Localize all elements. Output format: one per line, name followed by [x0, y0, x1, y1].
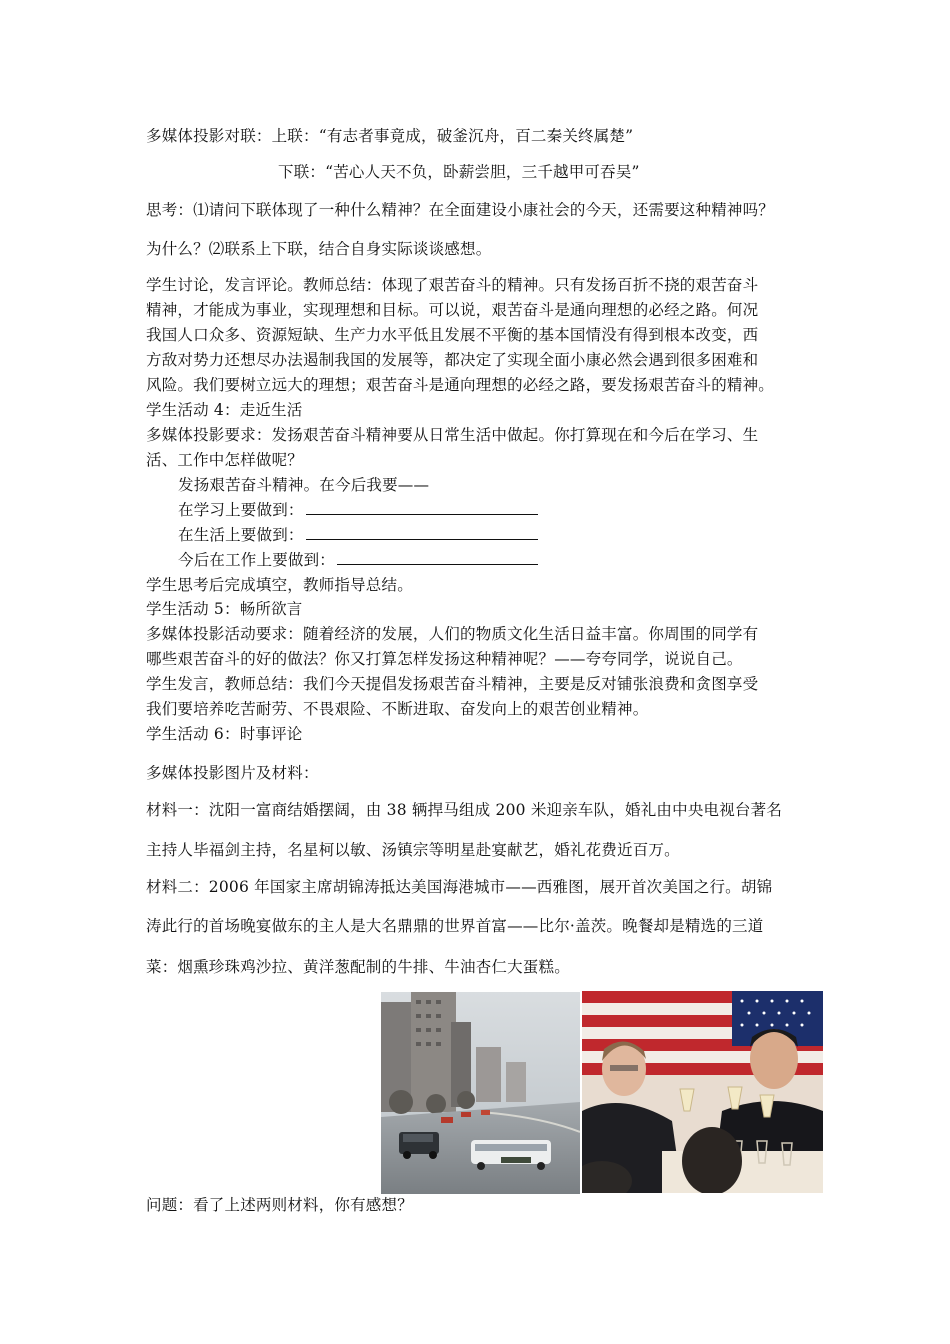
work-blank[interactable]: [337, 548, 538, 565]
work-label: 今后在工作上要做到：: [178, 551, 336, 569]
material2-line-1: 材料二：2006 年国家主席胡锦涛抵达美国海港城市——西雅图，展开首次美国之行。胡锦: [146, 878, 773, 896]
material1-line-1: 材料一：沈阳一富商结婚摆阔，由 38 辆捍马组成 200 米迎亲车队，婚礼由中央电视台著名: [146, 801, 783, 819]
material2-line-3: 菜：烟熏珍珠鸡沙拉、黄洋葱配制的牛排、牛油杏仁大蛋糕。: [146, 958, 570, 976]
activity4-title: 学生活动 4：走近生活: [146, 401, 303, 419]
life-fill-row: [178, 523, 858, 547]
activity6-title: 学生活动 6：时事评论: [146, 725, 303, 743]
life-blank[interactable]: [306, 523, 538, 540]
couplet-line-2: 下联：“苦心人天不负，卧薪尝胆，三千越甲可吞吴”: [278, 163, 640, 181]
couplet-line-1: 多媒体投影对联：上联：“有志者事竟成，破釜沉舟，百二秦关终属楚”: [146, 127, 634, 145]
study-fill-row: [178, 498, 858, 522]
discussion-line-5: 风险。我们要树立远大的理想；艰苦奋斗是通向理想的必经之路，要发扬艰苦奋斗的精神。: [146, 376, 775, 394]
discussion-line-2: 精神，才能成为事业，实现理想和目标。可以说，艰苦奋斗是通向理想的必经之路。何况: [146, 301, 759, 319]
activity5-title: 学生活动 5：畅所欲言: [146, 600, 303, 618]
life-label: 在生活上要做到：: [178, 526, 304, 544]
wedding-convoy-photo: [381, 992, 580, 1194]
activity4-req-2: 活、工作中怎样做呢？: [146, 451, 304, 469]
question-line: 问题：看了上述两则材料，你有感想？: [146, 1196, 413, 1214]
discussion-line-3: 我国人口众多、资源短缺、生产力水平低且发展不平衡的基本国情没有得到根本改变，西: [146, 326, 759, 344]
think-line-1: 思考：⑴请问下联体现了一种什么精神？在全面建设小康社会的今天，还需要这种精神吗？: [146, 201, 775, 219]
think-line-2: 为什么？⑵联系上下联，结合自身实际谈谈感想。: [146, 240, 492, 258]
activity5-req-1: 多媒体投影活动要求：随着经济的发展，人们的物质文化生活日益丰富。你周围的同学有: [146, 625, 759, 643]
activity5-sum-2: 我们要培养吃苦耐劳、不畏艰险、不断进取、奋发向上的艰苦创业精神。: [146, 700, 649, 718]
study-label: 在学习上要做到：: [178, 501, 304, 519]
discussion-line-4: 方敌对势力还想尽办法遏制我国的发展等，都决定了实现全面小康必然会遇到很多困难和: [146, 351, 759, 369]
activity5-req-2: 哪些艰苦奋斗的好的做法？你又打算怎样发扬这种精神呢？——夸夸同学，说说自己。: [146, 650, 743, 668]
activity6-intro: 多媒体投影图片及材料：: [146, 764, 319, 782]
activity4-summary: 学生思考后完成填空，教师指导总结。: [146, 576, 413, 594]
work-fill-row: [178, 548, 858, 572]
material2-line-2: 涛此行的首场晚宴做东的主人是大名鼎鼎的世界首富——比尔·盖茨。晚餐却是精选的三道: [146, 917, 764, 935]
activity4-req-1: 多媒体投影要求：发扬艰苦奋斗精神要从日常生活中做起。你打算现在和今后在学习、生: [146, 426, 759, 444]
discussion-line-1: 学生讨论，发言评论。教师总结：体现了艰苦奋斗的精神。只有发扬百折不挠的艰苦奋斗: [146, 276, 759, 294]
material1-line-2: 主持人毕福剑主持，名星柯以敏、汤镇宗等明星赴宴献艺，婚礼花费近百万。: [146, 841, 680, 859]
study-blank[interactable]: [306, 498, 538, 515]
banquet-toast-photo: [582, 991, 823, 1193]
activity5-sum-1: 学生发言，教师总结：我们今天提倡发扬艰苦奋斗精神，主要是反对铺张浪费和贪图享受: [146, 675, 759, 693]
activity4-prompt: 发扬艰苦奋斗精神。在今后我要——: [178, 476, 430, 494]
